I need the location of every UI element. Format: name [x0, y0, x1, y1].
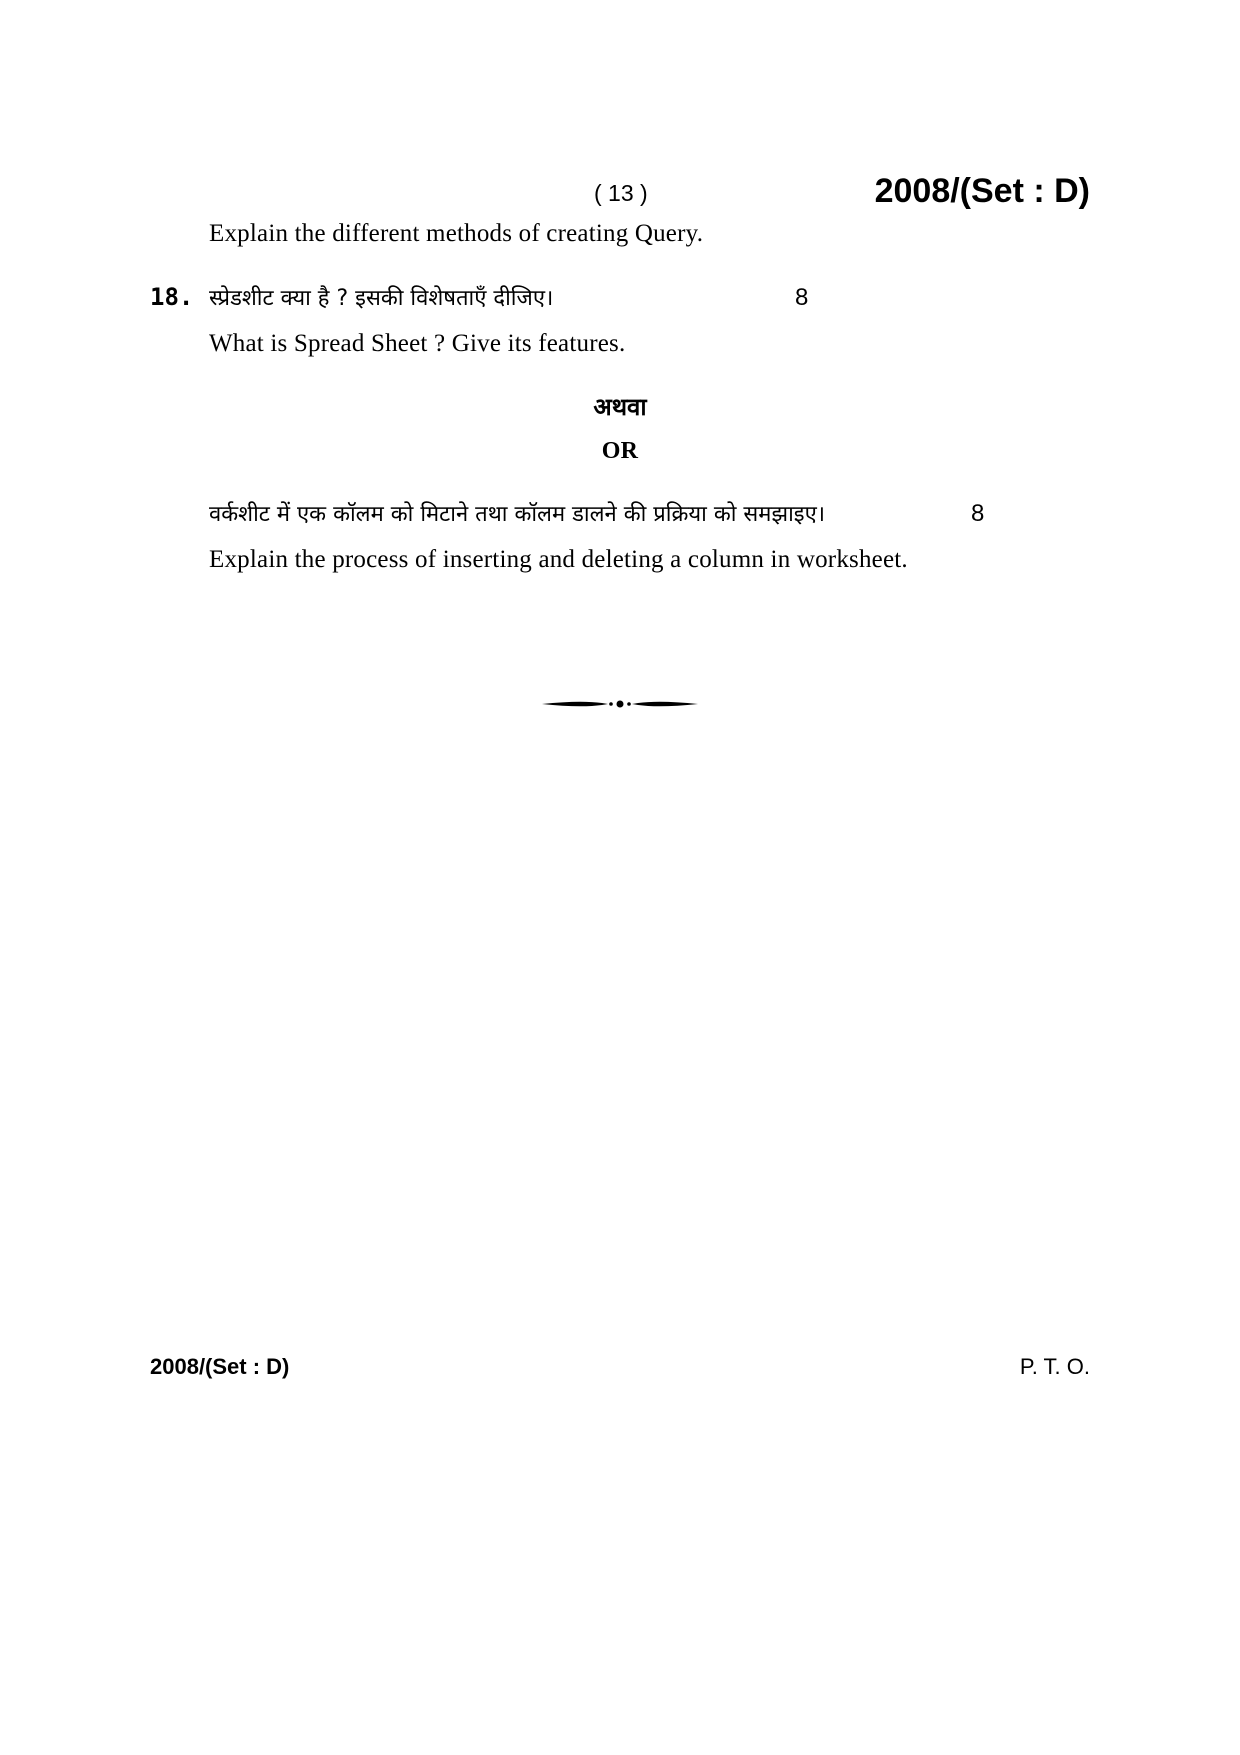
paper-code-header: 2008/(Set : D) — [874, 172, 1090, 210]
question-english: What is Spread Sheet ? Give its features. — [209, 330, 626, 357]
alt-question-english: Explain the process of inserting and deleting a column in worksheet. — [209, 546, 908, 573]
previous-question-english: Explain the different methods of creating Query. — [209, 220, 704, 247]
question-number: 18. — [150, 283, 194, 311]
alt-question-hindi: वर्कशीट में एक कॉलम को मिटाने तथा कॉलम डालने की प्रक्रिया को समझाइए। — [209, 502, 826, 527]
question-marks: 8 — [795, 284, 809, 311]
or-hindi: अथवा — [593, 393, 647, 421]
question-hindi: स्प्रेडशीट क्या है ? इसकी विशेषताएँ दीजिए। — [209, 286, 554, 311]
or-english: OR — [601, 438, 639, 464]
end-ornament-icon — [540, 694, 700, 714]
paper-code-footer: 2008/(Set : D) — [150, 1354, 290, 1379]
alt-question-marks: 8 — [971, 500, 985, 527]
pto-label: P. T. O. — [1019, 1354, 1090, 1379]
page-number: ( 13 ) — [594, 180, 648, 206]
